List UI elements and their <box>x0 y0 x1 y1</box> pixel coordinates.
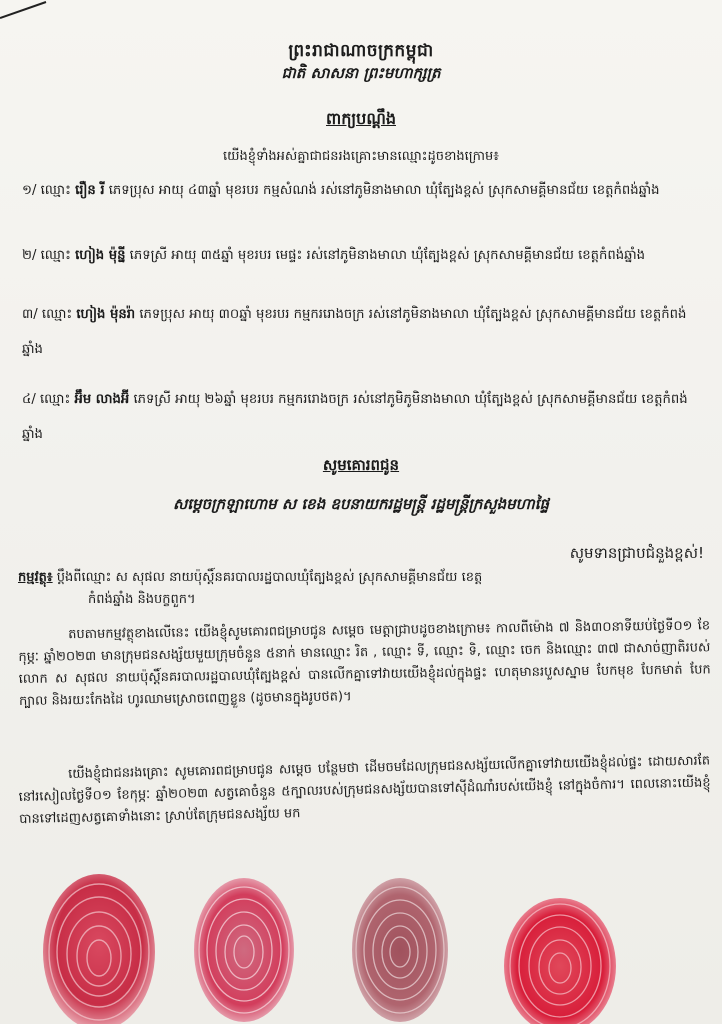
subject-text: ប្តឹងពីឈ្មោះ ស សុផល នាយប៉ុស្តិ៍នគរបាលរដ្ឋបាលឃុំត្បែងខ្ពស់ ស្រុកសាមគ្គីមានជ័យ ខេត្ត <box>56 570 483 585</box>
greeting: សូមទានជ្រាបជំនួងខ្ពស់! <box>569 544 704 562</box>
complainant-name: ហៀង ម៉ុន្នី <box>75 248 126 263</box>
complainant-3: ៣/ ឈ្មោះ ហៀង ម៉ុនរ៉ា ភេទប្រុស អាយុ ៣០ឆ្នាំ មុខរបរ កម្មកររោងចក្រ រស់នៅភូមិនាងមាលា ឃុំត្បែងខ្ពស់ ស្រុកសាមគ្គីមានជ័យ ខេត្តកំពង់ឆ្នាំង <box>22 307 687 357</box>
fingerprint-1 <box>38 868 160 1024</box>
intro-line: យើងខ្ញុំទាំងអស់គ្នាជាជនរងគ្រោះមានឈ្មោះដូចខាងក្រោម៖ <box>223 149 499 164</box>
subject-label: កម្មវត្ថុ៖ <box>18 570 53 585</box>
complainant-2: ២/ ឈ្មោះ ហៀង ម៉ុន្នី ភេទស្រី អាយុ ៣៥ឆ្នាំ មុខរបរ មេផ្ទះ រស់នៅភូមិនាងមាលា ឃុំត្បែងខ្ពស់ ស្រុកសាមគ្គីមានជ័យ ខេត្តកំពង់ឆ្នាំង <box>22 248 646 263</box>
pen-mark <box>0 0 60 22</box>
complainant-name: រឿន រី <box>75 183 105 198</box>
recipient-line: សម្តេចក្រឡាហោម ស ខេង ឧបនាយករដ្ឋមន្ត្រី រដ្ឋមន្ត្រីក្រសួងមហាផ្ទៃ <box>172 495 550 513</box>
address-line: សូមគោរពជូន <box>322 456 400 474</box>
fingerprint-2 <box>188 870 300 1024</box>
complainant-4: ៤/ ឈ្មោះ អ៊ឹម លាងអ៊ី ភេទស្រី អាយុ ២៦ឆ្នាំ មុខរបរ កម្មកររោងចក្រ រស់នៅភូមិភូមិនាងមាលា ឃុំត្បែងខ្ពស់ ស្រុកសាមគ្គីមានជ័យ ខេត្តកំពង់ឆ្នាំង <box>22 392 688 442</box>
body-paragraph-1: តបតាមកម្មវត្ថុខាងលើនេះ យើងខ្ញុំសូមគោរពជម្រាបជូន សម្តេច មេត្តាជ្រាបដូចខាងក្រោម៖ កាលពីម៉ោង ៧ និង៣០នាទីយប់ថ្ងៃទី០១ ខែកុម្ភៈ ឆ្នាំ២០២៣ មានក្រុមជនសង្ស័យមួយក្រុមចំនួន ៥នាក់ មានឈ្មោះ រិត , ឈ្មោះ ទី, ឈ្មោះ ទិ, ឈ្មោះ ចេក និងឈ្មោះ ៣៧ ជាសាច់ញាតិរបស់លោក ស សុផល នាយប៉ុស្តិ៍នគរបាលរដ្ឋបាលឃុំត្បែងខ្ពស់ បានលើកគ្នាទៅវាយយើងខ្ញុំដល់ក្នុងផ្ទះ ហេតុមានរបួសស្នាម បែកមុខ បែកមាត់ បែកក្បាល និងរយះកែងដៃ ហូរឈាមស្រោចពេញខ្លួន (ដូចមានក្នុងរូបថត)។ <box>18 618 711 709</box>
subject-continuation: កំពង់ឆ្នាំង និងបក្ខពួក។ <box>88 592 196 607</box>
complainant-name: អ៊ឹម លាងអ៊ី <box>74 392 130 407</box>
body-paragraph-2: យើងខ្ញុំជាជនរងគ្រោះ សូមគោរពជម្រាបជូន សម្តេច បន្ថែមថា ដើមចមដែលក្រុមជនសង្ស័យលើកគ្នាទៅវាយយើងខ្ញុំដល់ផ្ទះ ដោយសារតែ នៅរសៀលថ្ងៃទី០១ ខែកុម្ភៈ ឆ្នាំ២០២៣ សត្វគោចំនួន ៥ក្បាលរបស់ក្រុមជនសង្ស័យបានទៅស៊ីដំណាំរបស់យើងខ្ញុំ នៅក្នុងចំការ។ ពេលនោះយើងខ្ញុំ បានទៅដេញសត្វគោទាំងនោះ ស្រាប់តែក្រុមជនសង្ស័យ មក <box>18 753 711 827</box>
fingerprint-3 <box>346 870 454 1024</box>
subject-block <box>18 567 708 611</box>
kingdom-heading: ព្រះរាជាណាចក្រកម្ពុជា <box>288 41 434 61</box>
fingerprint-4 <box>498 894 622 1024</box>
national-motto: ជាតិ សាសនា ព្រះមហាក្សត្រ <box>281 64 441 82</box>
complainant-1: ១/ ឈ្មោះ រឿន រី ភេទប្រុស អាយុ ៤៣ឆ្នាំ មុខរបរ កម្មសំណង់ រស់នៅភូមិនាងមាលា ឃុំត្បែងខ្ពស់ ស្រុកសាមគ្គីមានជ័យ ខេត្តកំពង់ឆ្នាំង <box>22 183 660 198</box>
document-title: ពាក្យបណ្តឹង <box>326 109 396 128</box>
complainant-name: ហៀង ម៉ុនរ៉ា <box>76 307 136 322</box>
